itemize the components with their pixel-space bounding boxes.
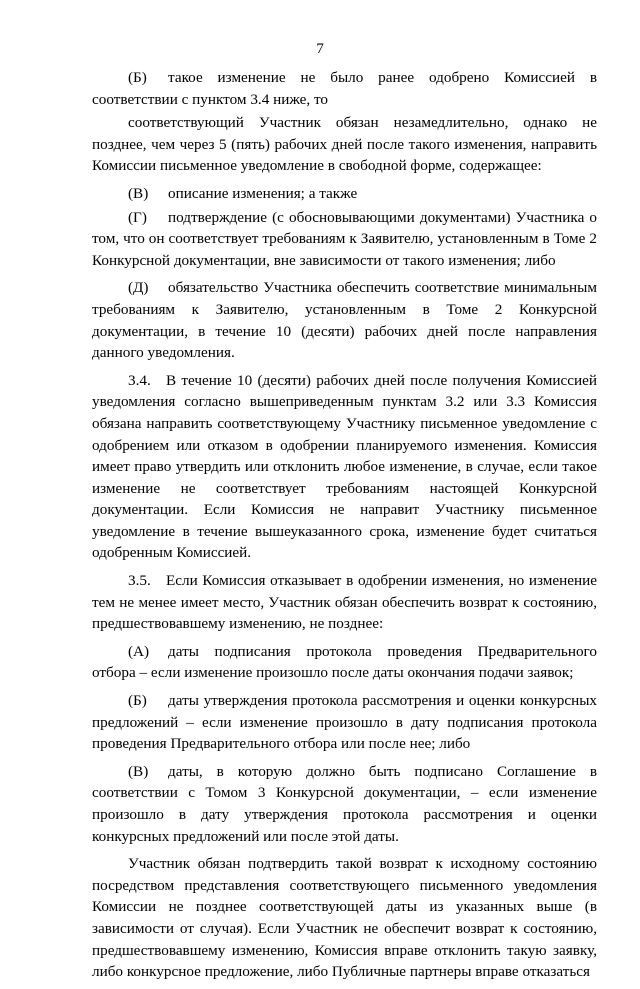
paragraph-b-second [92,690,597,755]
paragraph-notification-obligation [92,112,597,177]
paragraph-text: даты утверждения протокола рассмотрения и оценки конкурсных предложений – если изменение произошло в дату подписания протокола проведения Предварительного отбора или после нее; либо [92,692,597,753]
item-label: (В) [128,184,149,202]
paragraph-v-second [92,761,597,847]
paragraph-text: соответствующий Участник обязан незамедлительно, однако не позднее, чем через 5 (пять) рабочих дней после такого изменения, направить Комиссии письменное уведомление в свободной форме, содержащее: [92,114,597,175]
paragraph-b-first [92,67,597,110]
paragraph-v-first [92,183,597,205]
paragraph-text: Участник обязан подтвердить такой возврат к исходному состоянию посредством представления соответствующего письменного уведомления Комиссии не позднее соответствующей даты из указанных выше (в зависимости от случая). Если Участник не обеспечит возврат к состоянию, предшествовавшему изменению, Комиссия вправе отклонить такую заявку, либо конкурсное предложение, либо Публичные партнеры вправе отказаться [92,855,597,981]
paragraph-text: такое изменение не было ранее одобрено Комиссией в соответствии с пунктом 3.4 ниже, то [92,69,597,108]
clause-3-4 [92,370,597,564]
paragraph-text: обязательство Участника обеспечить соответствие минимальным требованиям к Заявителю, установленным в Томе 2 Конкурсной документации, в течение 10 (десяти) рабочих дней после направления данного уведомления. [92,279,597,362]
paragraph-a [92,641,597,684]
paragraph-text: В течение 10 (десяти) рабочих дней после получения Комиссией уведомления согласно вышеприведенным пунктам 3.2 или 3.3 Комиссия обязана направить соответствующему Участнику письменное уведомление с одобрением или отказом в одобрении планируемого изменения. Комиссия имеет право утвердить или отклонить любое изменение, в случае, если такое изменение не соответствует требованиям настоящей Конкурсной документации. Если Комиссия не направит Участнику письменное уведомление в течение вышеуказанного срока, изменение будет считаться одобренным Комиссией. [92,371,597,562]
paragraph-return-confirmation [92,853,597,983]
paragraph-text: описание изменения; а также [168,184,358,202]
page-number: 7 [316,40,324,57]
clause-number: 3.5. [128,572,151,590]
item-label: (Б) [128,692,147,710]
paragraph-text: даты подписания протокола проведения Предварительного отбора – если изменение произошло после даты окончания подачи заявок; [92,642,597,682]
item-label: (В) [128,762,149,780]
item-label: (Б) [128,69,147,86]
paragraph-text: Если Комиссия отказывает в одобрении изменения, но изменение тем не менее имеет место, Участник обязан обеспечить возврат к состоянию, предшествовавшему изменению, не позднее: [92,572,597,633]
paragraph-text: подтверждение (с обосновывающими документами) Участника о том, что он соответствует требованиям к Заявителю, установленным в Томе 2 Конкурсной документации, вне зависимости от такого изменения; либо [92,208,597,269]
item-label: (Д) [128,279,149,297]
item-label: (Г) [128,208,147,226]
clause-3-5 [92,570,597,635]
paragraph-text: даты, в которую должно быть подписано Соглашение в соответствии с Томом 3 Конкурсной документации, – если изменение произошло в дату утверждения протокола рассмотрения и оценки конкурсных предложений или после этой даты. [92,762,597,845]
document-body [92,67,597,989]
paragraph-g [92,207,597,272]
item-label: (А) [128,642,150,660]
clause-number: 3.4. [128,371,151,389]
paragraph-d [92,277,597,363]
